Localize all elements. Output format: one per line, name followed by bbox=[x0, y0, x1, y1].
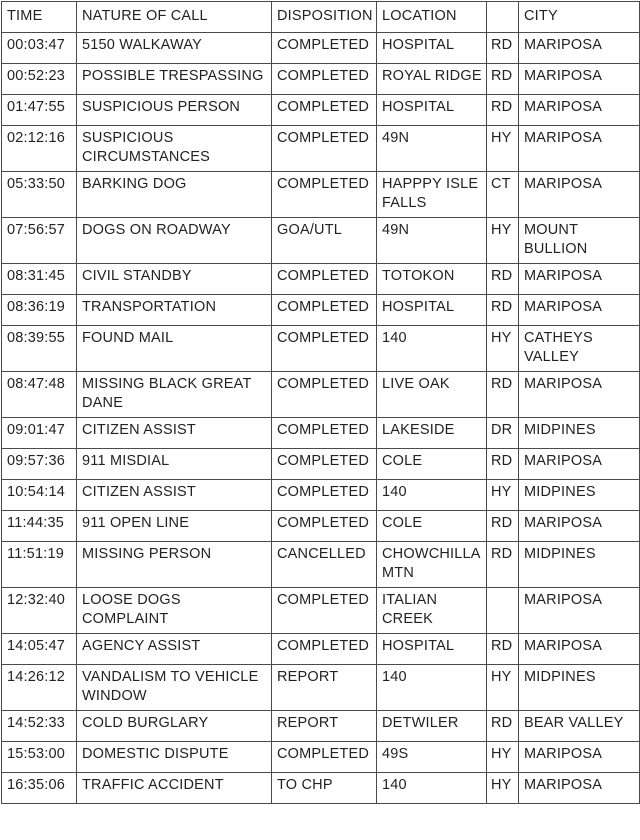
table-row bbox=[2, 665, 640, 711]
cell-disposition: COMPLETED bbox=[272, 588, 377, 634]
header-road-type bbox=[487, 2, 519, 33]
cell-time: 02:12:16 bbox=[2, 126, 77, 172]
cell-location: CHOWCHILLA MTN bbox=[377, 542, 487, 588]
cell-city: MIDPINES bbox=[519, 418, 640, 449]
cell-disposition: COMPLETED bbox=[272, 742, 377, 773]
cell-nature-of-call: CIVIL STANDBY bbox=[77, 264, 272, 295]
cell-location: 140 bbox=[377, 326, 487, 372]
table-row bbox=[2, 95, 640, 126]
cell-road-type: RD bbox=[487, 542, 519, 588]
cell-city: MARIPOSA bbox=[519, 372, 640, 418]
cell-location: LIVE OAK bbox=[377, 372, 487, 418]
cell-disposition: REPORT bbox=[272, 711, 377, 742]
cell-time: 15:53:00 bbox=[2, 742, 77, 773]
cell-road-type: HY bbox=[487, 218, 519, 264]
cell-nature-of-call: 911 OPEN LINE bbox=[77, 511, 272, 542]
call-log-table bbox=[1, 1, 640, 804]
table-row bbox=[2, 218, 640, 264]
cell-road-type: HY bbox=[487, 480, 519, 511]
cell-location: HOSPITAL bbox=[377, 95, 487, 126]
cell-location: HOSPITAL bbox=[377, 634, 487, 665]
cell-road-type: RD bbox=[487, 634, 519, 665]
table-row bbox=[2, 126, 640, 172]
cell-nature-of-call: MISSING BLACK GREAT DANE bbox=[77, 372, 272, 418]
cell-road-type: HY bbox=[487, 326, 519, 372]
cell-nature-of-call: SUSPICIOUS CIRCUMSTANCES bbox=[77, 126, 272, 172]
table-row bbox=[2, 172, 640, 218]
cell-road-type: HY bbox=[487, 665, 519, 711]
cell-disposition: COMPLETED bbox=[272, 64, 377, 95]
cell-disposition: COMPLETED bbox=[272, 372, 377, 418]
cell-nature-of-call: TRANSPORTATION bbox=[77, 295, 272, 326]
table-row bbox=[2, 449, 640, 480]
cell-city: MARIPOSA bbox=[519, 511, 640, 542]
cell-time: 11:51:19 bbox=[2, 542, 77, 588]
table-row bbox=[2, 264, 640, 295]
cell-city: MARIPOSA bbox=[519, 588, 640, 634]
cell-time: 01:47:55 bbox=[2, 95, 77, 126]
cell-time: 08:36:19 bbox=[2, 295, 77, 326]
cell-nature-of-call: FOUND MAIL bbox=[77, 326, 272, 372]
cell-road-type: HY bbox=[487, 126, 519, 172]
table-row bbox=[2, 295, 640, 326]
cell-time: 07:56:57 bbox=[2, 218, 77, 264]
cell-nature-of-call: TRAFFIC ACCIDENT bbox=[77, 773, 272, 804]
cell-location: 49S bbox=[377, 742, 487, 773]
cell-nature-of-call: 5150 WALKAWAY bbox=[77, 33, 272, 64]
cell-time: 09:57:36 bbox=[2, 449, 77, 480]
cell-city: MARIPOSA bbox=[519, 742, 640, 773]
cell-nature-of-call: VANDALISM TO VEHICLE WINDOW bbox=[77, 665, 272, 711]
cell-location: HAPPPY ISLE FALLS bbox=[377, 172, 487, 218]
cell-city: MIDPINES bbox=[519, 480, 640, 511]
cell-city: MARIPOSA bbox=[519, 33, 640, 64]
table-row bbox=[2, 742, 640, 773]
cell-location: 140 bbox=[377, 665, 487, 711]
table-row bbox=[2, 773, 640, 804]
cell-city: MARIPOSA bbox=[519, 295, 640, 326]
cell-location: 49N bbox=[377, 218, 487, 264]
cell-city: MARIPOSA bbox=[519, 773, 640, 804]
cell-location: HOSPITAL bbox=[377, 33, 487, 64]
cell-location: 49N bbox=[377, 126, 487, 172]
cell-city: CATHEYS VALLEY bbox=[519, 326, 640, 372]
cell-nature-of-call: SUSPICIOUS PERSON bbox=[77, 95, 272, 126]
cell-road-type: CT bbox=[487, 172, 519, 218]
cell-time: 09:01:47 bbox=[2, 418, 77, 449]
cell-location: ROYAL RIDGE bbox=[377, 64, 487, 95]
cell-time: 08:31:45 bbox=[2, 264, 77, 295]
table-row bbox=[2, 634, 640, 665]
cell-disposition: COMPLETED bbox=[272, 449, 377, 480]
cell-time: 10:54:14 bbox=[2, 480, 77, 511]
cell-road-type: HY bbox=[487, 773, 519, 804]
cell-road-type bbox=[487, 588, 519, 634]
cell-nature-of-call: CITIZEN ASSIST bbox=[77, 480, 272, 511]
cell-disposition: COMPLETED bbox=[272, 172, 377, 218]
cell-city: MARIPOSA bbox=[519, 64, 640, 95]
header-location: LOCATION bbox=[377, 2, 487, 33]
cell-disposition: COMPLETED bbox=[272, 511, 377, 542]
cell-time: 12:32:40 bbox=[2, 588, 77, 634]
table-header-row bbox=[2, 2, 640, 33]
header-time: TIME bbox=[2, 2, 77, 33]
cell-disposition: COMPLETED bbox=[272, 126, 377, 172]
cell-location: ITALIAN CREEK bbox=[377, 588, 487, 634]
table-row bbox=[2, 511, 640, 542]
cell-location: COLE bbox=[377, 511, 487, 542]
cell-location: DETWILER bbox=[377, 711, 487, 742]
cell-road-type: RD bbox=[487, 95, 519, 126]
cell-nature-of-call: DOMESTIC DISPUTE bbox=[77, 742, 272, 773]
cell-nature-of-call: BARKING DOG bbox=[77, 172, 272, 218]
cell-time: 05:33:50 bbox=[2, 172, 77, 218]
cell-disposition: COMPLETED bbox=[272, 264, 377, 295]
header-city: CITY bbox=[519, 2, 640, 33]
cell-disposition: TO CHP bbox=[272, 773, 377, 804]
table-row bbox=[2, 711, 640, 742]
cell-road-type: RD bbox=[487, 711, 519, 742]
cell-time: 14:52:33 bbox=[2, 711, 77, 742]
table-row bbox=[2, 33, 640, 64]
cell-nature-of-call: POSSIBLE TRESPASSING bbox=[77, 64, 272, 95]
cell-time: 08:47:48 bbox=[2, 372, 77, 418]
table-row bbox=[2, 588, 640, 634]
cell-time: 14:05:47 bbox=[2, 634, 77, 665]
cell-city: MOUNT BULLION bbox=[519, 218, 640, 264]
cell-disposition: CANCELLED bbox=[272, 542, 377, 588]
cell-city: MARIPOSA bbox=[519, 449, 640, 480]
cell-road-type: RD bbox=[487, 511, 519, 542]
cell-disposition: COMPLETED bbox=[272, 480, 377, 511]
cell-time: 14:26:12 bbox=[2, 665, 77, 711]
cell-road-type: RD bbox=[487, 295, 519, 326]
cell-disposition: COMPLETED bbox=[272, 418, 377, 449]
cell-time: 11:44:35 bbox=[2, 511, 77, 542]
cell-road-type: RD bbox=[487, 372, 519, 418]
cell-city: MARIPOSA bbox=[519, 264, 640, 295]
cell-road-type: RD bbox=[487, 64, 519, 95]
table-row bbox=[2, 418, 640, 449]
table-row bbox=[2, 326, 640, 372]
cell-location: LAKESIDE bbox=[377, 418, 487, 449]
cell-city: MARIPOSA bbox=[519, 634, 640, 665]
cell-disposition: COMPLETED bbox=[272, 95, 377, 126]
cell-nature-of-call: COLD BURGLARY bbox=[77, 711, 272, 742]
table-row bbox=[2, 64, 640, 95]
cell-road-type: RD bbox=[487, 33, 519, 64]
cell-city: BEAR VALLEY bbox=[519, 711, 640, 742]
cell-city: MIDPINES bbox=[519, 542, 640, 588]
table-body bbox=[2, 33, 640, 804]
cell-location: COLE bbox=[377, 449, 487, 480]
cell-city: MIDPINES bbox=[519, 665, 640, 711]
cell-disposition: GOA/UTL bbox=[272, 218, 377, 264]
cell-disposition: COMPLETED bbox=[272, 33, 377, 64]
table-row bbox=[2, 372, 640, 418]
cell-nature-of-call: AGENCY ASSIST bbox=[77, 634, 272, 665]
header-nature-of-call: NATURE OF CALL bbox=[77, 2, 272, 33]
cell-location: 140 bbox=[377, 480, 487, 511]
table-row bbox=[2, 542, 640, 588]
cell-time: 16:35:06 bbox=[2, 773, 77, 804]
cell-road-type: RD bbox=[487, 449, 519, 480]
cell-nature-of-call: 911 MISDIAL bbox=[77, 449, 272, 480]
cell-location: 140 bbox=[377, 773, 487, 804]
cell-time: 00:03:47 bbox=[2, 33, 77, 64]
cell-disposition: COMPLETED bbox=[272, 634, 377, 665]
cell-city: MARIPOSA bbox=[519, 126, 640, 172]
cell-time: 00:52:23 bbox=[2, 64, 77, 95]
cell-disposition: COMPLETED bbox=[272, 295, 377, 326]
cell-nature-of-call: MISSING PERSON bbox=[77, 542, 272, 588]
cell-city: MARIPOSA bbox=[519, 172, 640, 218]
cell-disposition: COMPLETED bbox=[272, 326, 377, 372]
cell-nature-of-call: DOGS ON ROADWAY bbox=[77, 218, 272, 264]
table-row bbox=[2, 480, 640, 511]
cell-road-type: DR bbox=[487, 418, 519, 449]
header-disposition: DISPOSITION bbox=[272, 2, 377, 33]
cell-time: 08:39:55 bbox=[2, 326, 77, 372]
cell-location: TOTOKON bbox=[377, 264, 487, 295]
cell-nature-of-call: CITIZEN ASSIST bbox=[77, 418, 272, 449]
cell-nature-of-call: LOOSE DOGS COMPLAINT bbox=[77, 588, 272, 634]
cell-road-type: HY bbox=[487, 742, 519, 773]
cell-city: MARIPOSA bbox=[519, 95, 640, 126]
cell-road-type: RD bbox=[487, 264, 519, 295]
cell-disposition: REPORT bbox=[272, 665, 377, 711]
cell-location: HOSPITAL bbox=[377, 295, 487, 326]
